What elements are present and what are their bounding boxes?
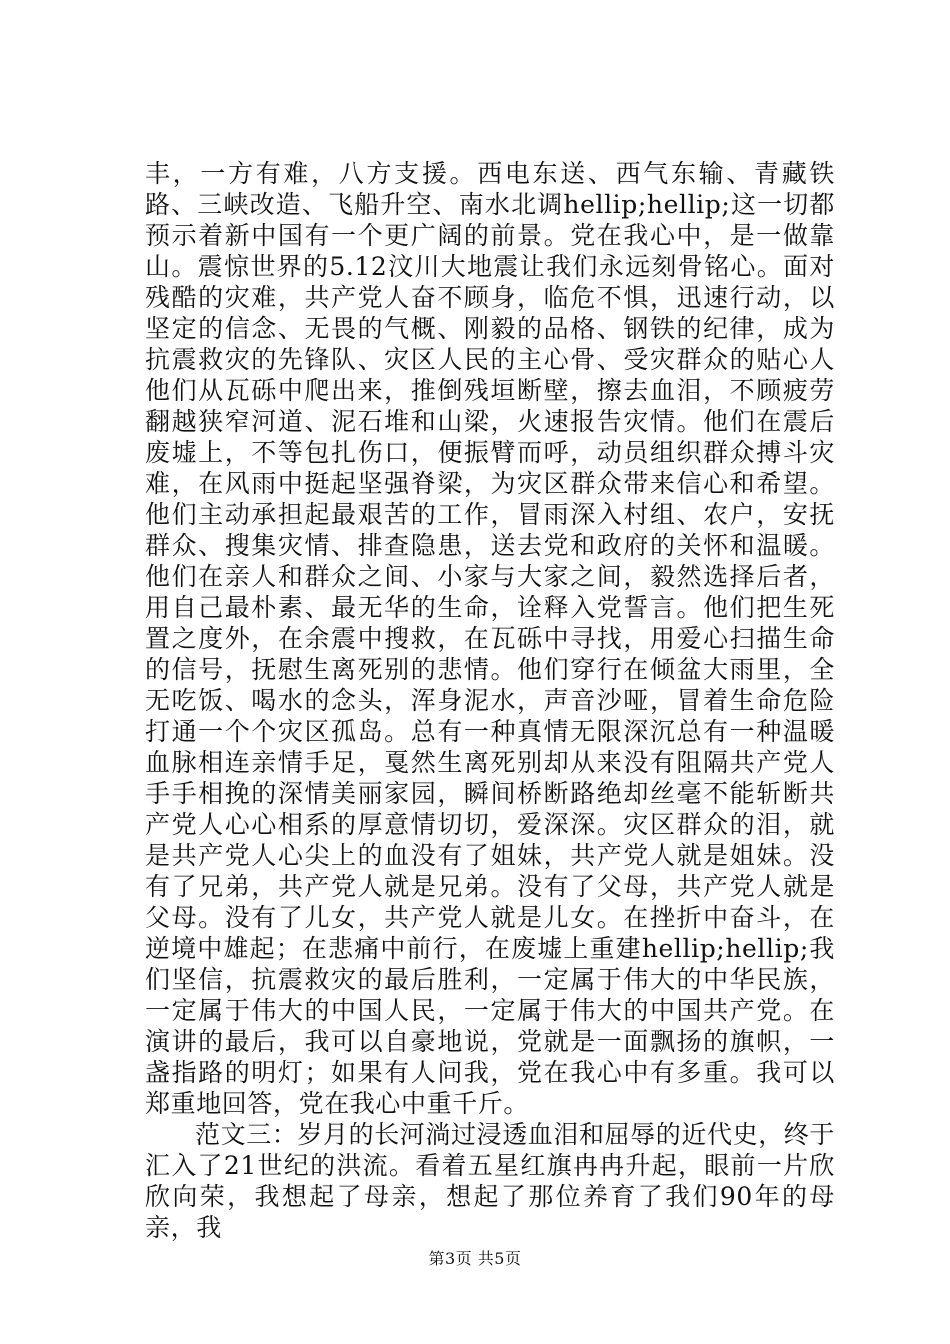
page-number-footer: 第3页 共5页: [428, 1249, 522, 1268]
paragraph-continuation: 丰，一方有难，八方支援。西电东送、西气东输、青藏铁路、三峡改造、飞船升空、南水北调hellip;hellip;这一切都预示着新中国有一个更广阔的前景。党在我心中，是一做靠山。震惊世界的5.12汶川大地震让我们永远刻骨铭心。面对残酷的灾难，共产党人奋不顾身，临危不惧，迅速行动，以坚定的信念、无畏的气概、刚毅的品格、钢铁的纪律，成为抗震救灾的先锋队、灾区人民的主心骨、受灾群众的贴心人他们从瓦砾中爬出来，推倒残垣断壁，擦去血泪，不顾疲劳翻越狭窄河道、泥石堆和山梁，火速报告灾情。他们在震后废墟上，不等包扎伤口，便振臂而呼，动员组织群众搏斗灾难，在风雨中挺起坚强脊梁，为灾区群众带来信心和希望。他们主动承担起最艰苦的工作，冒雨深入村组、农户，安抚群众、搜集灾情、排查隐患，送去党和政府的关怀和温暖。他们在亲人和群众之间、小家与大家之间，毅然选择后者，用自己最朴素、最无华的生命，诠释入党誓言。他们把生死置之度外，在余震中搜救，在瓦砾中寻找，用爱心扫描生命的信号，抚慰生离死别的悲情。他们穿行在倾盆大雨里，全无吃饭、喝水的念头，浑身泥水，声音沙哑，冒着生命危险打通一个个灾区孤岛。总有一种真情无限深沉总有一种温暖血脉相连亲情手足，戛然生离死别却从来没有阻隔共产党人手手相挽的深情美丽家园，瞬间桥断路绝却丝毫不能斩断共产党人心心相系的厚意情切切，爱深深。灾区群众的泪，就是共产党人心尖上的血没有了姐妹，共产党人就是姐妹。没有了兄弟，共产党人就是兄弟。没有了父母，共产党人就是父母。没有了儿女，共产党人就是儿女。在挫折中奋斗，在逆境中雄起；在悲痛中前行，在废墟上重建hellip;hellip;我们坚信，抗震救灾的最后胜利，一定属于伟大的中华民族，一定属于伟大的中国人民，一定属于伟大的中国共产党。在演讲的最后，我可以自豪地说，党就是一面飘扬的旗帜，一盏指路的明灯；如果有人问我，党在我心中有多重。我可以郑重地回答，党在我心中重千斤。: [145, 159, 835, 1118]
document-body: [145, 158, 835, 1243]
paragraph-sample-three: 范文三：岁月的长河淌过浸透血泪和屈辱的近代史，终于汇入了21世纪的洪流。看着五星红旗冉冉升起，眼前一片欣欣向荣，我想起了母亲，想起了那位养育了我们90年的母亲，我: [145, 1120, 836, 1242]
